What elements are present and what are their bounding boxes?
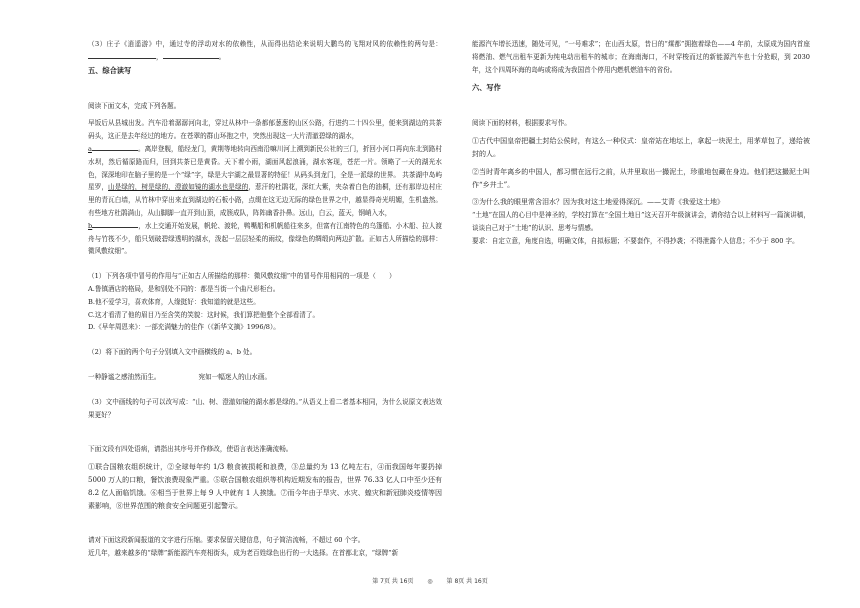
page-number-right: 第 8页 共 16页 [446, 578, 488, 585]
option-a[interactable]: A.鲁镇酒店的格局，是和别处不同的：都是当街一个曲尺形柜台。 [88, 284, 280, 293]
reading-intro: 阅读下面文本，完成下列各题。 [88, 101, 181, 110]
fill-blank-a [92, 143, 138, 151]
question-5: 请对下面这段新闻报道的文字进行压缩。要求保留关键信息，句子简洁流畅，不超过 60 个字。 [88, 536, 365, 545]
material-1: ①古代中国皇帝把疆土封给公侯时，有这么一种仪式：皇帝站在地坛上，拿起一块泥土，用茅草包了，递给被封的人。 [472, 137, 810, 158]
page-number-left: 第 7页 共 16页 [372, 578, 414, 585]
question-3: （3）文中画线的句子可以改写成：“山、树、澄澈如镜的湖水都是绿的。”从语义上看二者基本相同，为什么说原文表达效果更好？ [88, 397, 442, 419]
underlined-sentence: 山是绿的，树是绿的，澄澈如镜的湖水也是绿的 [108, 183, 249, 192]
center-mark-icon: ◎ [427, 578, 433, 585]
section-heading: 五、综合读写 [88, 65, 132, 75]
question-5-text: 近几年，越来越多的“绿牌”新能源汽车亮相街头，成为老百姓绿色出行的一大选择。在首都北京，“绿牌”新 [88, 549, 399, 558]
fill-blank-b [92, 220, 138, 228]
question-3-zhuangzi: （3）庄子《逍遥游》中，通过寺的浮动对水的依赖性，从而得出结论来说明大鹏鸟的飞翔对风的依赖性的两句是：， 。 [88, 40, 442, 61]
question-2-sentences: 一种静谧之感油然而生。 宛如一幅迷人的山水画。 [88, 372, 272, 381]
answer-blank[interactable] [163, 51, 219, 59]
question-1: （1）下列各项中冒号的作用与“正如古人所描绘的那样：微风敷纹细”中的冒号作用相同的一项是（ ） [88, 272, 396, 281]
writing-intro: 阅读下面的材料，根据要求写作。 [472, 119, 571, 128]
question-2: （2）将下面的两个句子分别填入文中画横线的 a、b 处。 [88, 348, 257, 357]
right-page [466, 0, 860, 608]
section-heading: 六、写作 [472, 83, 501, 93]
writing-task: “土地”在国人的心目中是神圣的，学校打算在“全国土地日”这天召开年级演讲会，请你结合以上材料写一篇演讲稿，谈谈自己对于“土地”的认识、思考与情感。 [472, 211, 810, 232]
question-4: 下面文段有四处语病，请指出其序号并作修改，使语言表达准确流畅。 [88, 445, 293, 454]
option-b[interactable]: B.他不爱学习，喜欢体育，人缘挺好：我知道的就是这些。 [88, 297, 260, 306]
news-continued: 能源汽车增长迅速，随处可见，“一号难求”；在山西太原，昔日的“煤都”拥抱着绿色——4 年前，太原成为国内首座将燃油、燃气出租车更新为纯电动出租车的城市；在海南海口，不时穿梭而过的新能源汽车也十分抢眼，到 2030 年，这个四周环海的岛屿或将成为我国首个停用内燃机燃油车的省份。 [472, 40, 810, 74]
page-footer [0, 576, 860, 585]
passage-paragraph: 早饭后从县城出发。汽车沿着潺潺河向北，穿过从林中一条都郁葱葱的山区公路，行进约二十四公里，便来到湖边的共茶码头，这正是去年经过的地方。在苍翠的群山环抱之中，突然出现这一大片清澈碧绿的湖水， a 。离岸登舰，船经龙门，黄荆等地转向西南沿嘛川河上溯到新民公社的三门，折回小河口再向东北到路村水坝，然后循原路而归，回到共茶已是黄昏。天下着小雨，湖面风起浪涌，湖水客现，苍茫一片。领略了一天的湖光水色，深深地印在脑子里的是一个“绿”字，绿是大宇湖之最显著的特征！从码头到龙门，全是一派绿的世界。 共茶湖中岛屿星罗，山是绿的，树是绿的，澄澈如镜的湖水也是绿的，惹汗的杜鹃花，深红大紫，夹杂着白色的油桐，还有那岸边村庄里的青瓦白墙，从竹林中穿出来直到湖边的石板小路，点缀在这无边无际的绿色世界之中，越显得奇光明媚，生机盎然。有些地方杜鹃满山，从山脚脚一直开到山顶，成簇成队，阵阵幽香扑鼻。远山，白云，蓝天，钢峭入水， b ，水上交通开始发展，帆轮、渡轮，鸭嘴船和机帆船往来多，但富有江南特色的乌篷船、小木船、拉人渡舟与竹筏不少，船只划破碧绿透明的湖水，泼起一层层轻柔的雨纹，像绿色的绸缎向两边扩散。正如古人所描绘的那样：微风敷纹细”。 [88, 119, 443, 256]
option-c[interactable]: C.这才看清了他的眉目乃至含笑的笑貌：这时候，我们算把他整个全部看清了。 [88, 310, 320, 319]
writing-requirements: 要求：自定立意，角度自选，明确文体，自拟标题；不要套作，不得抄袭；不得泄露个人信息；不少于 800 字。 [472, 236, 799, 245]
option-d[interactable]: D.《早年周恩来》：一部充满魅力的佳作（《新华文摘》1996/8）。 [88, 323, 280, 332]
material-2: ②当时青年离乡的中国人，都习惯在远行之前，从井里取出一撮泥土，珍重地包藏在身边。他们把这撮泥土叫作“乡井土”。 [472, 167, 810, 189]
material-3: ③为什么我的眼里常含泪水？因为我对这土地爱得深沉。——艾青《我爱这土地》 [472, 198, 724, 207]
answer-blank[interactable] [88, 51, 156, 59]
question-4-text: ①联合国粮农组织统计，②全球每年约 1/3 粮食被损耗和浪费，③总量约为 13 亿吨左右，④而我国每年要扔掉 5000 万人的口粮，餐饮浪费现象严重。⑤联合国粮农组织等机构近期发布的报告，世界 76.33 亿人口中至少还有 8.2 亿人面临饥饿。⑥相当于世界上每 9 人中就有 1 人挨饿。⑦而今年由于旱灾、水灾、蝗灾和新冠肺炎疫情等因素影响，⑧世界范围的粮食安全问题更引起警示。 [88, 463, 442, 510]
